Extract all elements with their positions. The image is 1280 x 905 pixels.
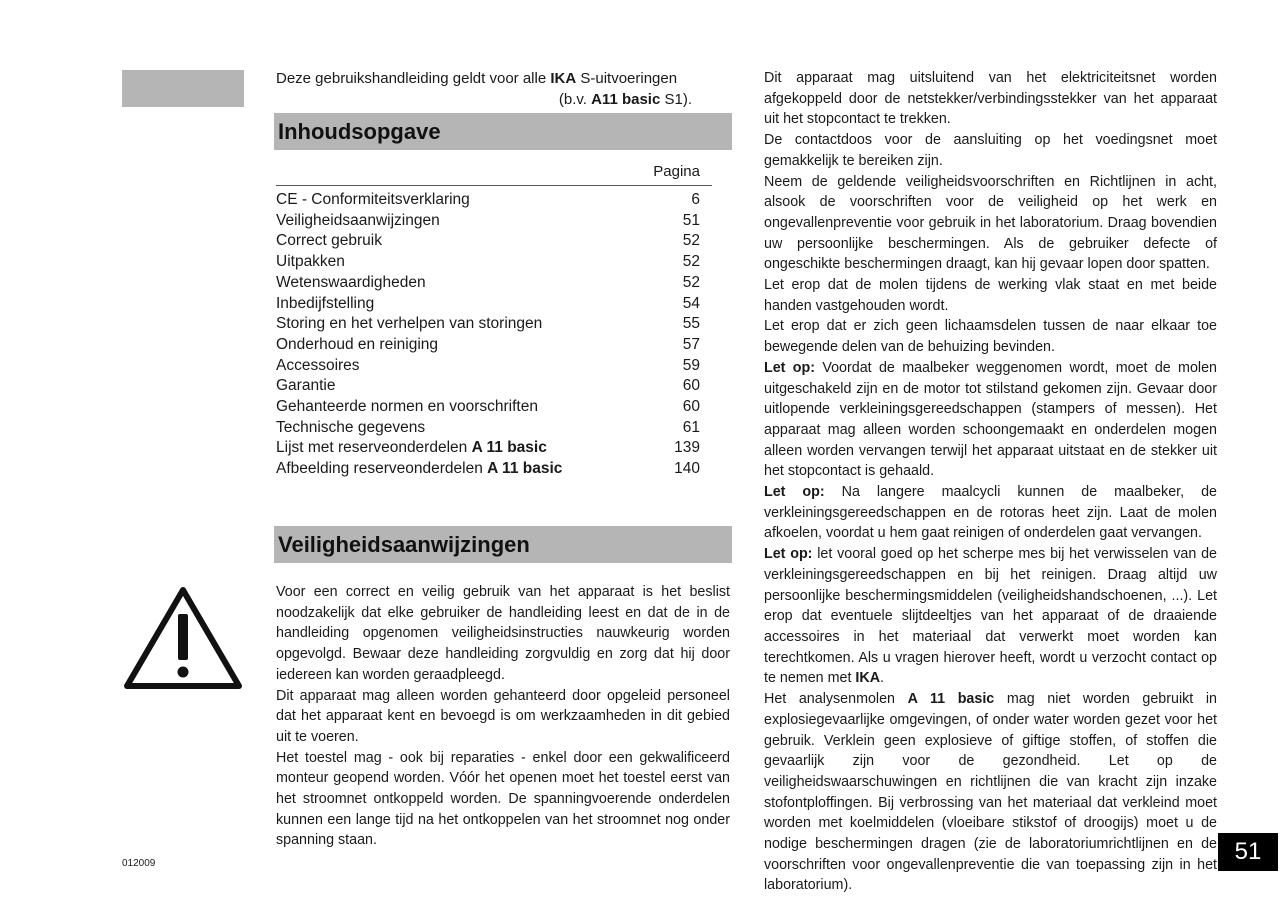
toc-entry-page: 51	[682, 211, 700, 229]
toc-entry-label: Onderhoud en reiniging	[276, 335, 439, 353]
toc-entry-label: Inbedijfstelling	[276, 294, 375, 312]
safety-paragraph: Het toestel mag - ook bij reparaties - enkel door een gekwalificeerd monteur geopend worden. Vóór het openen moet het toestel eerst van het stroomnet ontkoppeld worden. De spanningvoerende onderdelen kunnen een lange tijd na het ontkoppelen van het stroomnet nog onder spanning staan.	[276, 749, 730, 849]
toc-entry-page: 61	[682, 418, 700, 436]
toc-pagina-label: Pagina	[276, 162, 712, 186]
toc-entry-page: 52	[682, 273, 700, 291]
safety-paragraph: De contactdoos voor de aansluiting op het voedingsnet moet gemakkelijk te bereiken zijn.	[764, 132, 1217, 169]
right-column-text	[764, 68, 1217, 896]
section-marker-bar	[122, 70, 244, 107]
toc-entry-page: 52	[682, 253, 700, 271]
warning-triangle-icon	[122, 584, 244, 692]
note-paragraph: Let op: let vooral goed op het scherpe mes bij het verwisselen van de verkleiningsgereedschappen en bij het reinigen. Draag altijd uw persoonlijke beschermingsmiddelen (veiligheidshandschoenen, ...). Let erop dat eventuele slijtdeeltjes van het apparaat of de draaiende accessoires in het materiaal dat verwerkt moet worden kan terechtkomen. Als u vragen hierover heeft, wordt u verzocht contact op te nemen met IKA.	[764, 546, 1217, 687]
safety-paragraph: Dit apparaat mag alleen worden gehanteerd door opgeleid personeel dat het apparaat kent en bevoegd is om werkzaamheden in dit gebied uit te voeren.	[276, 687, 730, 745]
toc-entry-label: Uitpakken	[276, 253, 345, 271]
intro-text: Deze gebruikshandleiding geldt voor alle IKA S-uitvoeringen (b.v. A11 basic S1).	[276, 70, 692, 108]
safety-text	[276, 582, 730, 851]
toc-entry-page: 60	[682, 398, 700, 416]
toc-row	[276, 231, 700, 252]
toc-entry-page: 140	[674, 460, 700, 478]
toc-entry-label: Gehanteerde normen en voorschriften	[276, 398, 538, 416]
toc-entry-label: Veiligheidsaanwijzingen	[276, 211, 440, 229]
note-paragraph: Let op: Voordat de maalbeker weggenomen wordt, moet de molen uitgeschakeld zijn en de motor tot stilstand gekomen zijn. Gevaar door uitlopende verkleiningsgereedschappen (stampers of messen). Het apparaat mag alleen worden schoongemaakt en onderdelen mogen alleen worden vervangen terwijl het apparaat uitstaat en de stekker uit het stopcontact is gehaald.	[764, 359, 1217, 480]
toc-entry-page: 59	[682, 356, 700, 374]
toc-entry-label: CE - Conformiteitsverklaring	[276, 191, 470, 208]
safety-paragraph: Het analysenmolen A 11 basic mag niet worden gebruikt in explosiegevaarlijke omgevingen, of onder water worden gezet voor het gebruik. Verklein geen explosieve of giftige stoffen, of stoffen die gevaarlijk zijn voor de gezondheid. Let op de veiligheidswaarschuwingen en richtlijnen die van kracht zijn inzake stofontploffingen. Bij verbrossing van het materiaal dat verkleind moet worden met koelmiddelen (vloeibare stikstof of droogijs) moet u de nodige beschermingen dragen (zie de laboratoriumrichtlijnen en de voorschriften voor ongevallenpreventie die van toepassing zijn in het laboratorium).	[764, 691, 1217, 894]
toc-entry-page: 52	[682, 232, 700, 250]
toc-entry-label: Garantie	[276, 377, 336, 395]
safety-paragraph: Let erop dat er zich geen lichaamsdelen tussen de naar elkaar toe bewegende delen van de behuizing bevinden.	[764, 318, 1217, 356]
toc-entry-label: Accessoires	[276, 356, 360, 374]
toc-row	[276, 294, 700, 315]
toc-row	[276, 252, 700, 273]
toc-entry-label: Afbeelding reserveonderdelen A 11 basic	[276, 460, 563, 478]
toc-entry-label: Wetenswaardigheden	[276, 273, 426, 291]
toc-row	[276, 273, 700, 294]
toc-row	[276, 335, 700, 356]
toc-entry-label: Storing en het verhelpen van storingen	[276, 315, 543, 333]
toc-row	[276, 376, 700, 397]
toc-row	[276, 397, 700, 418]
table-of-contents	[276, 190, 700, 480]
toc-entry-page: 55	[682, 315, 700, 333]
safety-paragraph: Dit apparaat mag uitsluitend van het elektriciteitsnet worden afgekoppeld door de netstekker/verbindingsstekker van het apparaat uit het stopcontact te trekken.	[764, 70, 1217, 128]
toc-entry-label: Technische gegevens	[276, 418, 426, 436]
toc-row	[276, 211, 700, 232]
safety-paragraph: Voor een correct en veilig gebruik van het apparaat is het beslist noodzakelijk dat elke gebruiker de handleiding leest en dat de in de handleiding opgenomen veiligheidsinstructies nauwkeurig worden opgevolgd. Bewaar deze handleiding zorgvuldig en zorg dat hij door iedereen kan worden geraadpleegd.	[276, 584, 730, 683]
toc-row	[276, 356, 700, 377]
safety-heading: Veiligheidsaanwijzingen	[274, 526, 732, 563]
toc-entry-page: 139	[674, 439, 700, 457]
toc-entry-label: Lijst met reserveonderdelen A 11 basic	[276, 439, 547, 457]
safety-paragraph: Let erop dat de molen tijdens de werking vlak staat en met beide handen vastgehouden wordt.	[764, 277, 1217, 314]
toc-entry-page: 6	[691, 191, 700, 208]
toc-row	[276, 459, 700, 480]
document-code: 012009	[122, 858, 156, 869]
toc-entry-label: Correct gebruik	[276, 232, 382, 250]
toc-row	[276, 438, 700, 459]
toc-entry-page: 57	[682, 335, 700, 353]
safety-paragraph: Neem de geldende veiligheidsvoorschriften en Richtlijnen in acht, alsook de voorschriften voor de veiligheid op het werk en ongevallenpreventie voor gebruik in het laboratorium. Draag bovendien uw persoonlijke beschermingen. Als de gebruiker defecte of ongeschikte beschermingen draagt, kan hij gevaar lopen door spatten.	[764, 173, 1217, 273]
toc-row	[276, 190, 700, 211]
toc-row	[276, 418, 700, 439]
note-paragraph: Let op: Na langere maalcycli kunnen de maalbeker, de verkleiningsgereedschappen en de rotoras heet zijn. Laat de molen afkoelen, voordat u hem gaat reinigen of onderdelen gaat vervangen.	[764, 484, 1217, 542]
toc-entry-page: 60	[682, 377, 700, 395]
toc-row	[276, 314, 700, 335]
page-number: 51	[1218, 833, 1278, 871]
toc-heading: Inhoudsopgave	[274, 113, 732, 150]
toc-entry-page: 54	[682, 294, 700, 312]
